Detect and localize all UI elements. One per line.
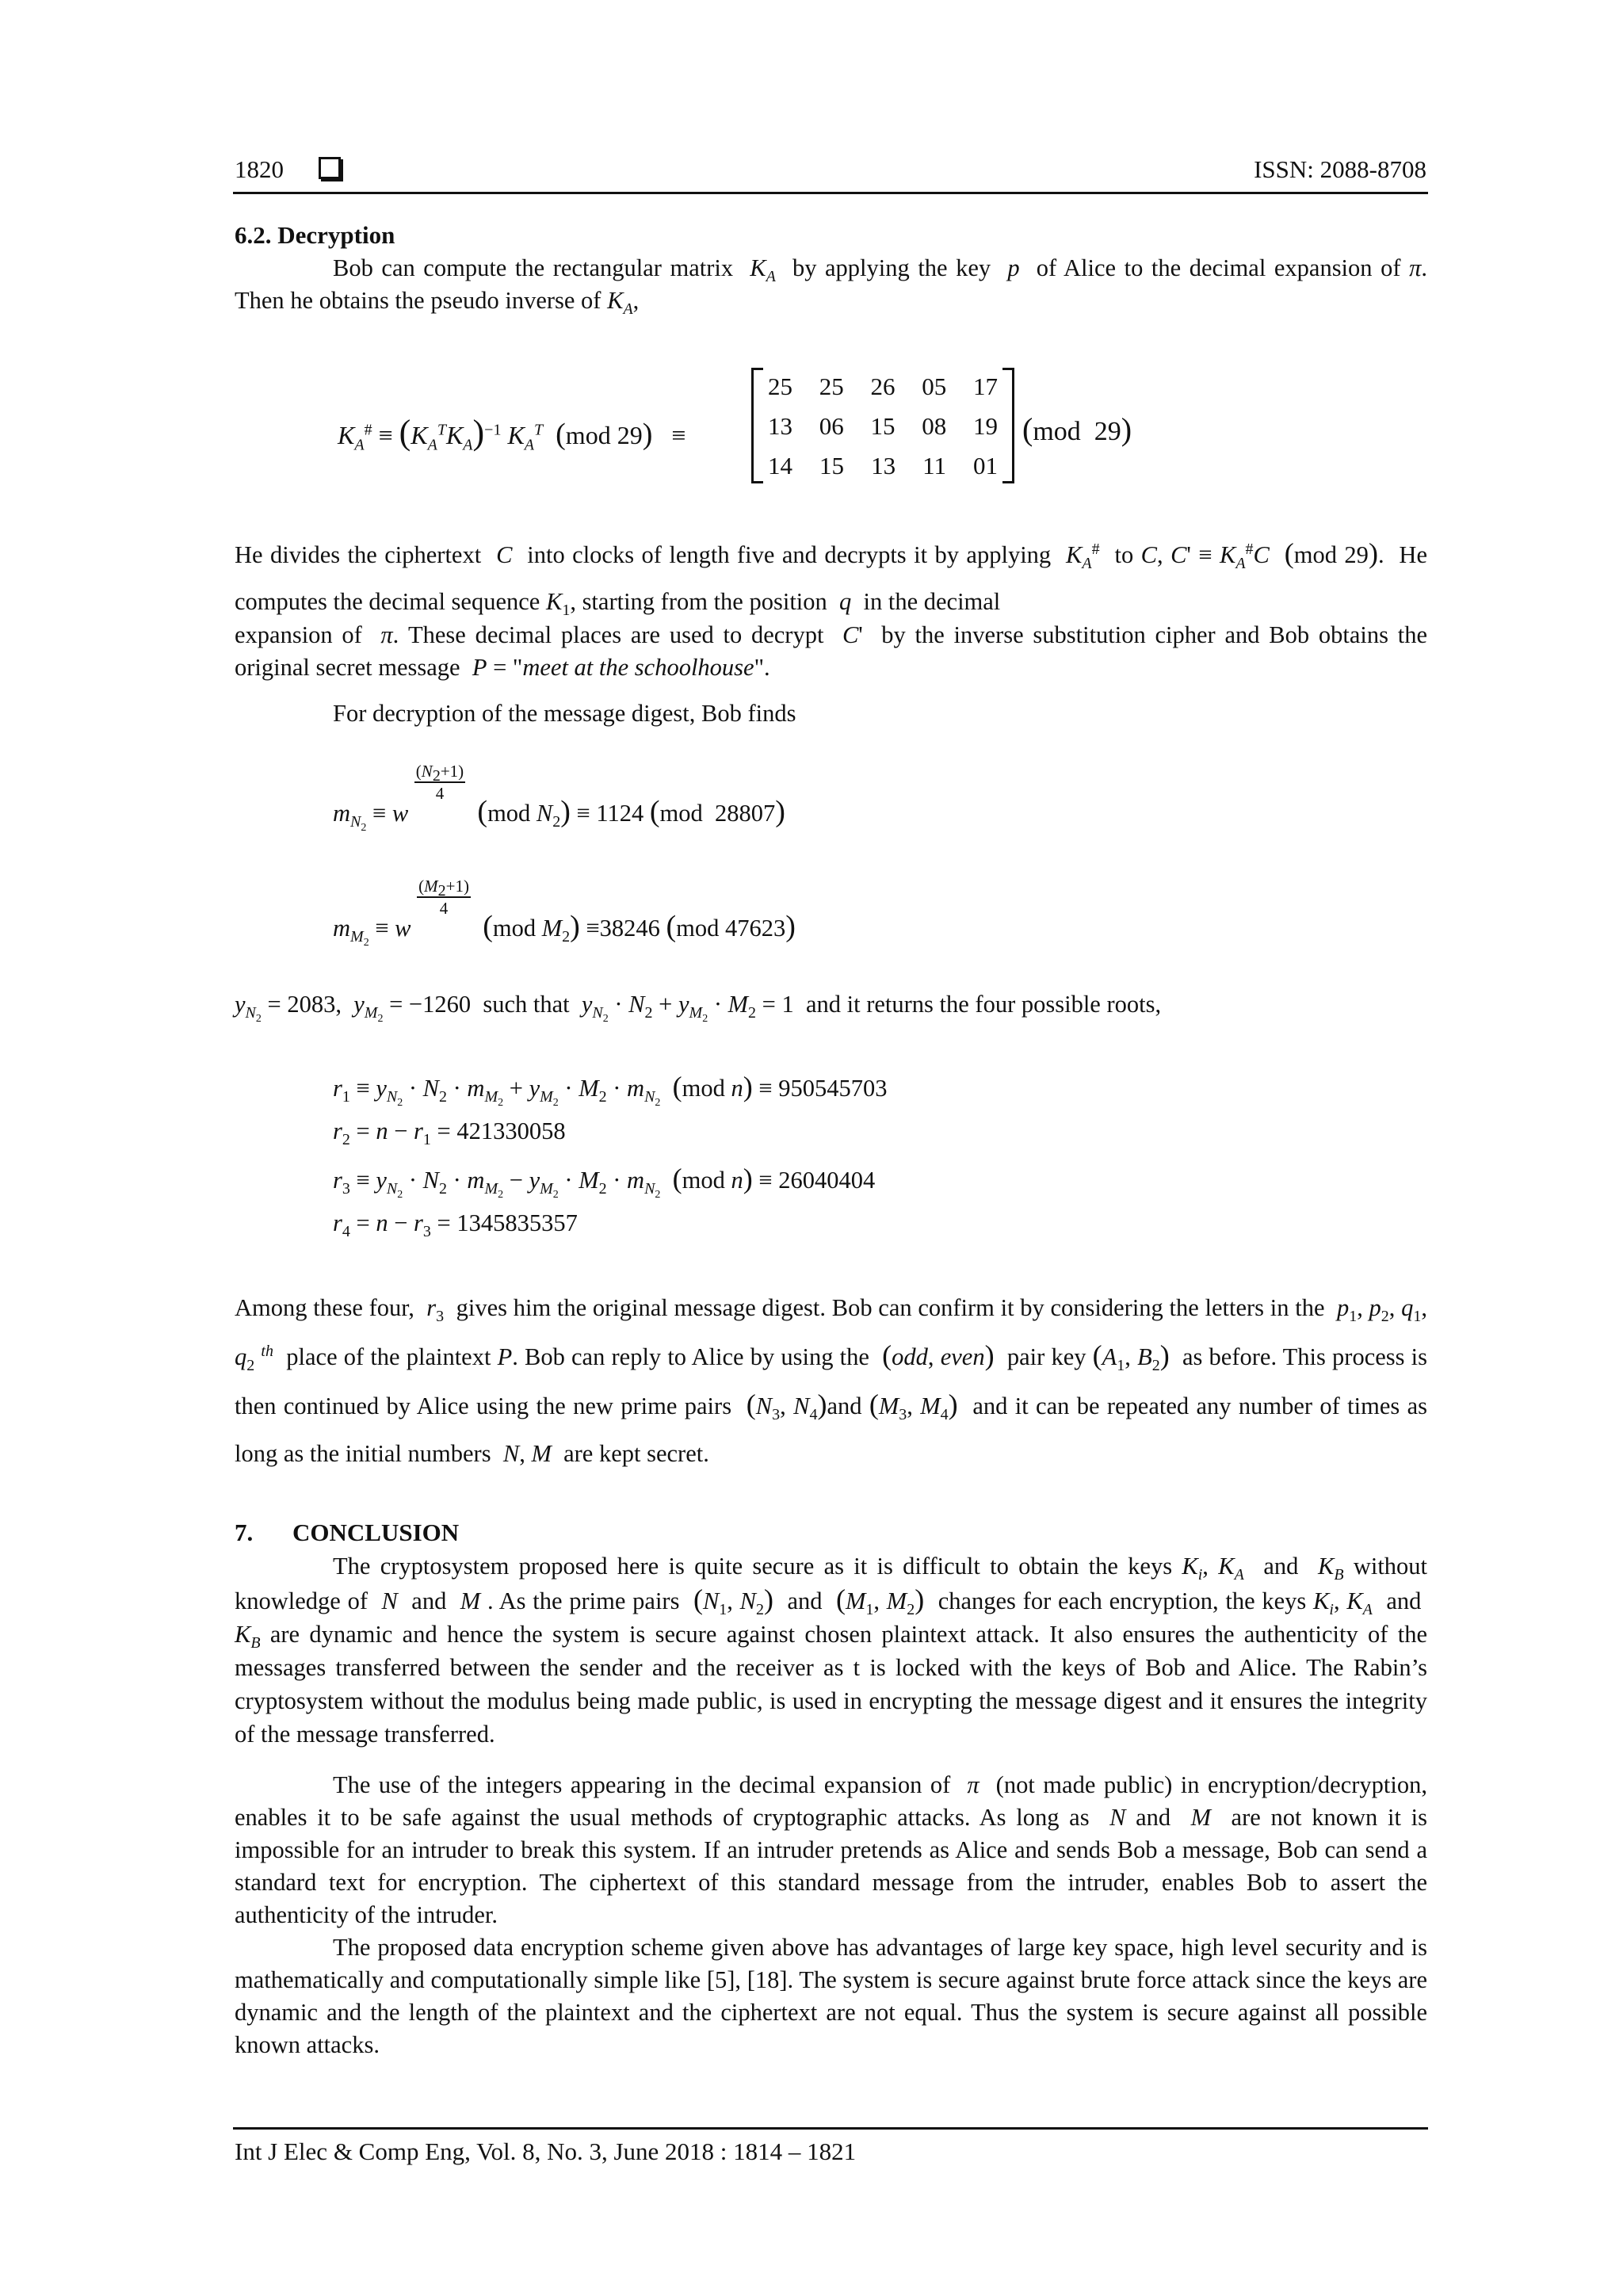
- matrix-modulus: (mod 29): [1022, 411, 1132, 447]
- running-header: [235, 155, 1426, 193]
- root-r3: $r_3 \equiv y_{N_2} \cdot N_2 \cdot m_{M_2} - y_{M_2} \cdot M_2 \cdot m_{N_2}$ (mod n) ≡ 26040404: [333, 1163, 876, 1201]
- matrix-row-1: 25 25 26 05 17: [768, 372, 998, 400]
- section-heading-decryption: 6.2. Decryption: [235, 221, 395, 249]
- root-r4: $r_4 = n - r_3 = 1345835357$: [333, 1209, 578, 1241]
- footer-rule: [233, 2127, 1428, 2130]
- conclusion-para-2: The use of the integers appearing in the decimal expansion of π (not made public) in encryption/decryption, enables it to be safe against the usual methods of cryptographic attacks. As long as N and M are not known it is impossible for an intruder to break this system. If an intruder pretends as Alice and sends Bob a message, Bob can send a standard text for encryption. The ciphertext of this standard message from the intruder, enables Bob to assert the authenticity of the intruder.: [235, 1771, 1427, 1928]
- page-number: 1820: [235, 155, 284, 183]
- section-heading-conclusion: 7. CONCLUSION: [235, 1519, 460, 1546]
- decryption-para-1: Bob can compute the rectangular matrix $K_A$ by applying the key p of Alice to the decimal expansion of π. Then he obtains the pseudo inverse of $K_A$,: [235, 254, 1427, 319]
- root-r2: $r_2 = n - r_1 = 421330058$: [333, 1117, 566, 1149]
- decryption-para-2: He divides the ciphertext C into clocks of length five and decrypts it by applying $K_A^{\#}$ to C, $C' \equiv K_A^{\#}C$ (mod 29). He computes the decimal sequence $K_1$, starting from the position q in the decimal expansion of π. These decimal places are used to decrypt C' by the inverse substitution cipher and Bob obtains the original secret message P = "meet at the schoolhouse".: [235, 537, 1427, 681]
- conclusion-para-3: The proposed data encryption scheme given above has advantages of large key space, high level security and is mathematically and computationally simple like [5], [18]. The system is secure against brute force attack since the keys are dynamic and the length of the plaintext and the ciphertext are not equal. Thus the system is secure against all possible known attacks.: [235, 1934, 1427, 2058]
- equation-m-M2: $m_{M_2} \equiv w$ $\frac{(M_2+1)}{4} (mod$ $M_2) \equiv 38246$ (mod 47623): [333, 877, 796, 949]
- root-r1: $r_1 \equiv y_{N_2} \cdot N_2 \cdot m_{M_2} + y_{M_2} \cdot M_2 \cdot m_{N_2}$ (mod n) ≡ 950545703: [333, 1071, 888, 1110]
- header-rule: [233, 192, 1428, 194]
- pseudo-inverse-matrix: [751, 368, 1014, 483]
- decryption-para-3: For decryption of the message digest, Bob finds: [333, 700, 796, 727]
- matrix-row-3: 14 15 13 11 01: [768, 452, 998, 479]
- conclusion-para-1: The cryptosystem proposed here is quite secure as it is difficult to obtain the keys $K_i$, $K_A$ and $K_B$ without knowledge of N and M . As the prime pairs ($N_1$, $N_2$) and ($M_1$, $M_2$) changes for each encryption, the keys $K_i$, $K_A$ and $K_B$ are dynamic and hence the system is secure against chosen plaintext attack. It also ensures the authenticity of the messages transferred between the sender and the receiver as t is locked with the keys of Bob and Alice. The Rabin’s cryptosystem without the modulus being made public, is used in encrypting the message digest and it ensures the integrity of the message transferred.: [235, 1553, 1428, 1748]
- y-values-line: $y_{N_2} = 2083$, $y_{M_2} = -1260$ such that $y_{N_2} \cdot N_2 + y_{M_2} \cdot M_2 = 1$ and it returns the four possible roots,: [235, 991, 1162, 1026]
- pseudo-inverse-equation: $K_A^{\#} \equiv (K_A^TK_A)^{-1}$ $K_A^T$ (mod 29) ≡: [338, 413, 686, 454]
- issn-label: ISSN: 2088-8708: [1254, 155, 1426, 183]
- matrix-row-2: 13 06 15 08 19: [768, 412, 998, 440]
- decryption-para-4: Among these four, $r_3$ gives him the original message digest. Bob can confirm it by considering the letters in the $p_1$, $p_2$, $q_1$, $q_2$ $^{th}$ place of the plaintext P. Bob can reply to Alice by using the (odd, even) pair key ($A_1$, $B_2$) as before. This process is then continued by Alice using the new prime pairs ($N_3$, $N_4)and$ ($M_3$, $M_4$) and it can be repeated any number of times as long as the initial numbers N, M are kept secret.: [235, 1294, 1428, 1467]
- checkbox-square-icon: [319, 157, 341, 179]
- equation-m-N2: $m_{N_2} \equiv w$ $\frac{(N_2+1)}{4} (mod$ $N_2) \equiv 1124$ (mod 28807): [333, 762, 785, 835]
- footer-citation: Int J Elec & Comp Eng, Vol. 8, No. 3, June 2018 : 1814 – 1821: [235, 2137, 857, 2165]
